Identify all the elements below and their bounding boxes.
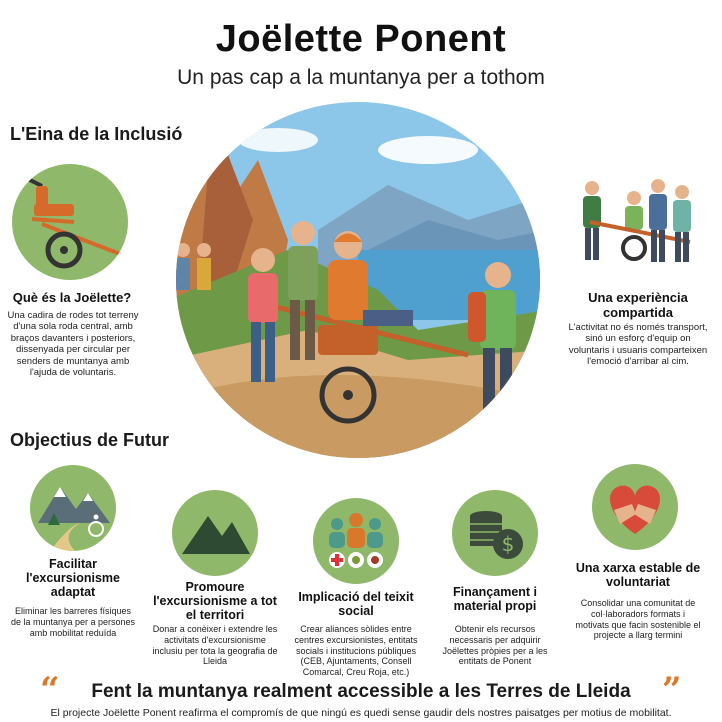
experience-text: L'activitat no és només transport, sinó un esforç d'equip on voluntaris i usuaris comparteixen l'emoció d'arribar al cim. — [568, 322, 708, 368]
goal-4-title: Finançament i material propi — [452, 585, 538, 613]
mountain-path-icon — [30, 465, 116, 551]
experience-title: Una experiència compartida — [588, 290, 688, 320]
what-is-text: Una cadira de rodes tot terreny d'una sola roda central, amb braços davanters i posteriors, dissenyada per circular per senders de muntanya amb l'ajuda de voluntaris. — [7, 310, 139, 378]
goal-5-text: Consolidar una comunitat de col·laboradors formats i motivats que facin sostenible el projecte a llarg termini — [575, 598, 701, 641]
people-icon — [313, 498, 399, 584]
goal-2-text: Donar a conèixer i extendre les activitats d'excursionisme inclusiu per tota la geografia de Lleida — [152, 624, 278, 667]
goal-4-circle — [452, 490, 538, 576]
goal-2-circle — [172, 490, 258, 576]
volunteers-icon — [570, 176, 702, 272]
volunteers-illustration — [570, 176, 702, 272]
goal-3-text: Crear aliances sòlides entre centres excursionistes, entitats socials i institucions públiques (CEB, Ajuntaments, Consell Comarcal, Creu Roja, etc.) — [294, 624, 418, 678]
goal-2-title: Promoure l'excursionisme a tot el territori — [153, 580, 277, 622]
wheelchair-circle — [12, 164, 128, 280]
wheelchair-icon — [12, 164, 128, 280]
goal-1-text: Eliminar les barreres físiques de la muntanya per a persones amb mobilitat reduïda — [10, 606, 136, 638]
what-is-title: Què és la Joëlette? — [12, 290, 132, 305]
close-quote-icon: ” — [662, 670, 682, 710]
goal-1-circle — [30, 465, 116, 551]
section-heading-tool: L'Eina de la Inclusió — [10, 124, 183, 144]
heart-hands-icon — [592, 464, 678, 550]
page-subtitle: Un pas cap a la muntanya per a tothom — [177, 66, 545, 89]
goal-5-title: Una xarxa estable de voluntariat — [575, 561, 701, 589]
open-quote-icon: “ — [40, 670, 60, 710]
goal-1-title: Facilitar l'excursionisme adaptat — [26, 557, 120, 599]
footer-text: El projecte Joëlette Ponent reafirma el compromís de que ningú es quedi sense gaudir dels nostres paisatges per motius de mobilitat. — [50, 707, 672, 719]
section-heading-future: Objectius de Futur — [10, 430, 170, 450]
goal-3-title: Implicació del teixit social — [298, 590, 414, 618]
mountain-icon — [172, 490, 258, 576]
page-title: Joëlette Ponent — [215, 18, 507, 60]
svg-text:$: $ — [501, 532, 515, 556]
goal-5-circle — [592, 464, 678, 550]
hero-illustration — [168, 100, 548, 470]
goal-3-circle — [313, 498, 399, 584]
coins-icon — [452, 490, 538, 576]
goal-4-text: Obtenir els recursos necessaris per adquirir Joëlettes pròpies per a les entitats de Ponent — [442, 624, 548, 667]
footer-headline: Fent la muntanya realment accessible a les Terres de Lleida — [91, 681, 631, 702]
